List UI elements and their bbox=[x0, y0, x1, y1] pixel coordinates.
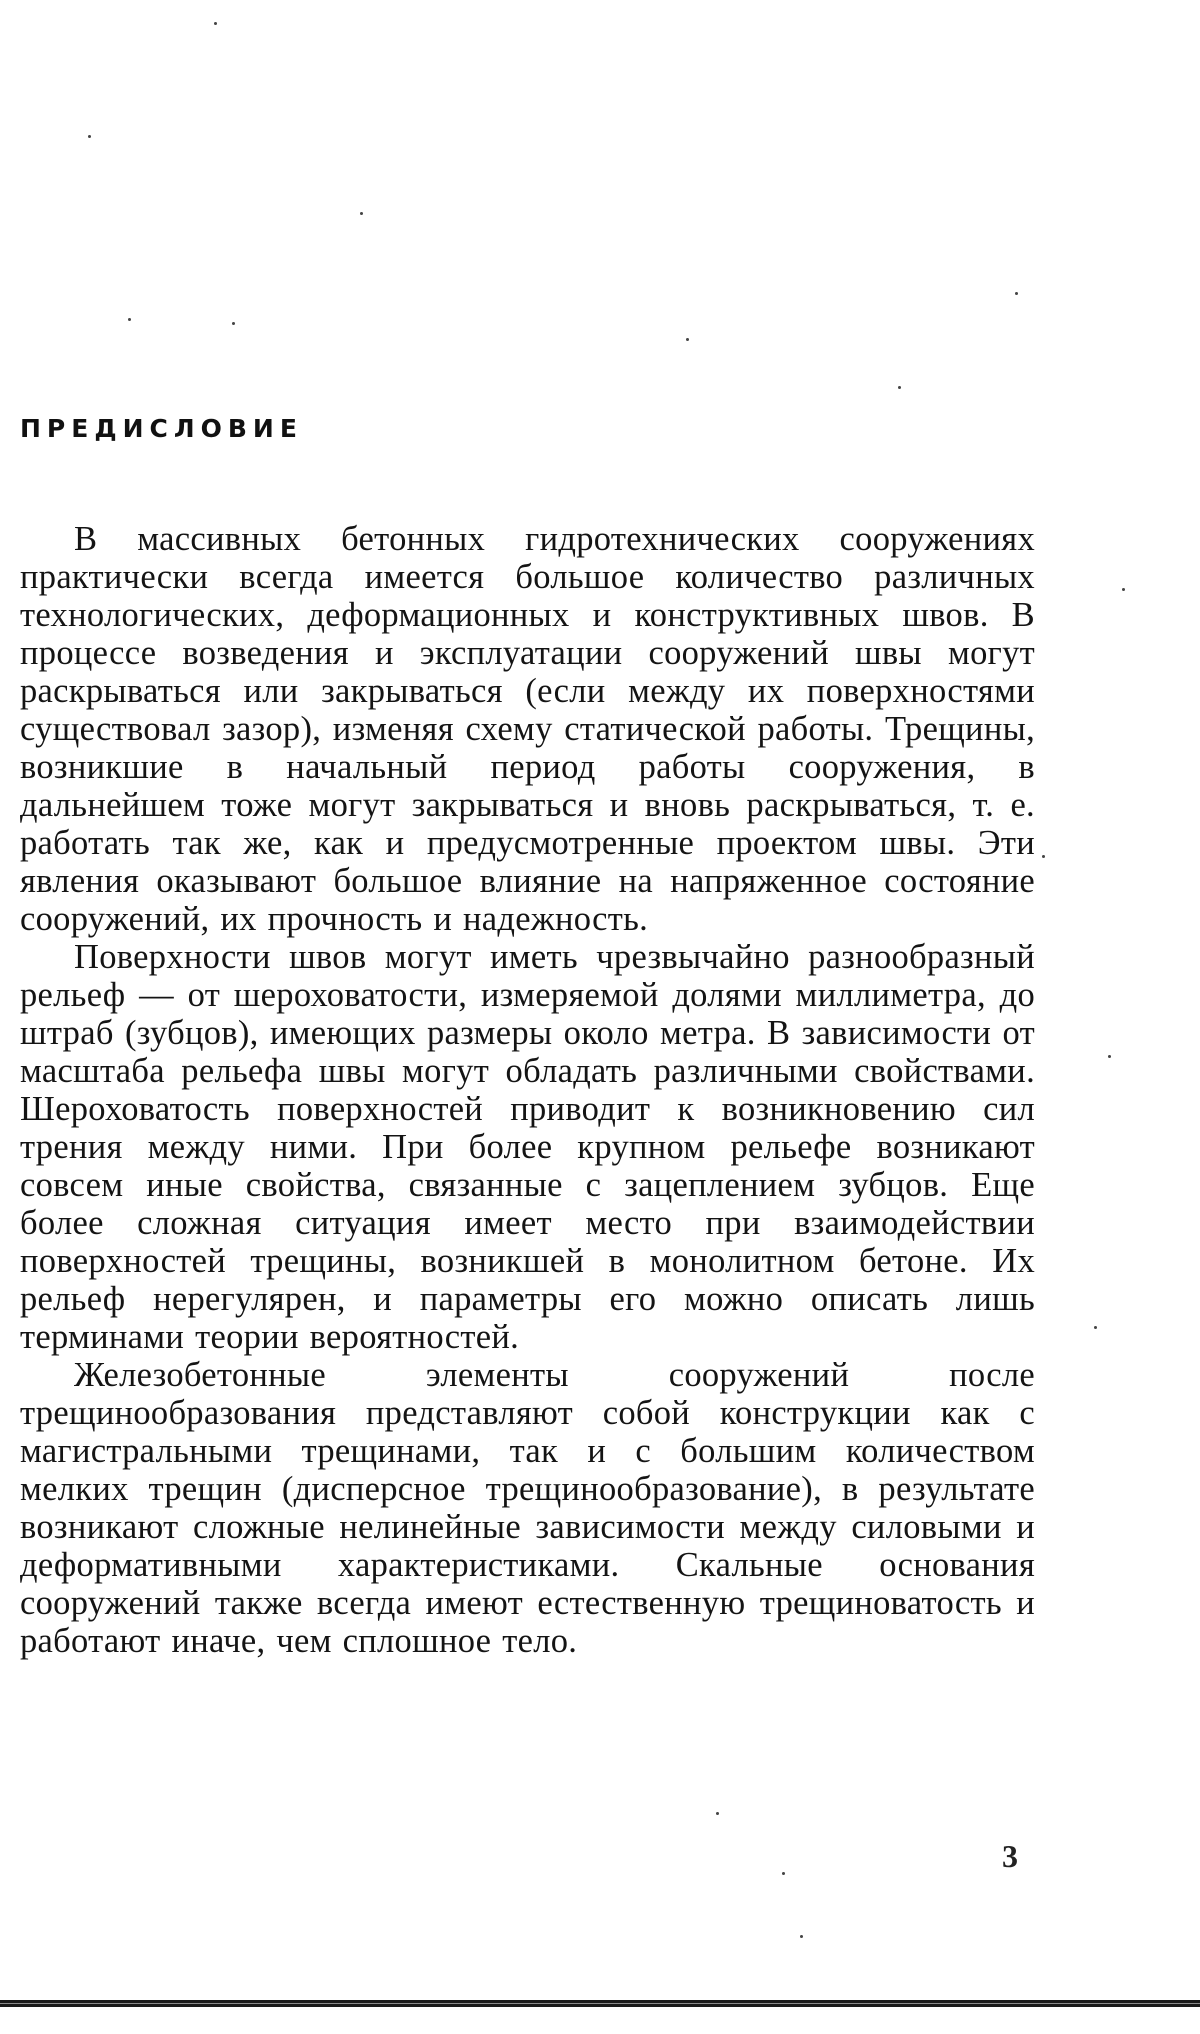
paragraph: В массивных бетонных гидротехнических сооружениях практически всегда имеется большое количество различных технологических, деформационных и конструктивных швов. В процессе возведения и эксплуатации сооружений швы могут раскрываться или закрываться (если между их поверхностями существовал зазор), изменяя схему статической работы. Трещины, возникшие в начальный период работы сооружения, в дальнейшем тоже могут закрываться и вновь раскрываться, т. е. работать так же, как и предусмотренные проектом швы. Эти явления оказывают большое влияние на напряженное состояние сооружений, их прочность и надежность. bbox=[20, 520, 1035, 938]
scan-speck bbox=[686, 338, 689, 341]
scan-speck bbox=[800, 1935, 803, 1938]
scan-speck bbox=[360, 212, 363, 215]
section-heading: ПРЕДИСЛОВИЕ bbox=[20, 414, 303, 443]
page-number: 3 bbox=[1002, 1838, 1018, 1874]
body-text bbox=[20, 520, 1035, 1660]
scan-speck bbox=[1094, 1326, 1097, 1329]
scan-speck bbox=[232, 322, 235, 325]
paragraph: Поверхности швов могут иметь чрезвычайно разнообразный рельеф — от шероховатости, измеряемой долями миллиметра, до штраб (зубцов), имеющих размеры около метра. В зависимости от масштаба рельефа швы могут обладать различными свойствами. Шероховатость поверхностей приводит к возникновению сил трения между ними. При более крупном рельефе возникают совсем иные свойства, связанные с зацеплением зубцов. Еще более сложная ситуация имеет место при взаимодействии поверхностей трещины, возникшей в монолитном бетоне. Их рельеф нерегулярен, и параметры его можно описать лишь терминами теории вероятностей. bbox=[20, 938, 1035, 1356]
scan-speck bbox=[214, 22, 217, 25]
scan-speck bbox=[1015, 292, 1018, 295]
scan-speck bbox=[1042, 855, 1045, 858]
bottom-border-highlight bbox=[0, 2003, 1200, 2004]
scan-speck bbox=[88, 135, 91, 138]
scan-speck bbox=[782, 1872, 785, 1875]
scan-speck bbox=[898, 386, 901, 389]
scan-speck bbox=[716, 1812, 719, 1815]
paragraph: Железобетонные элементы сооружений после трещинообразования представляют собой конструкции как с магистральными трещинами, так и с большим количеством мелких трещин (дисперсное трещинообразование), в результате возникают сложные нелинейные зависимости между силовыми и деформативными характеристиками. Скальные основания сооружений также всегда имеют естественную трещиноватость и работают иначе, чем сплошное тело. bbox=[20, 1356, 1035, 1660]
scan-speck bbox=[128, 318, 131, 321]
scan-speck bbox=[1122, 588, 1125, 591]
scan-speck bbox=[1108, 1055, 1111, 1058]
